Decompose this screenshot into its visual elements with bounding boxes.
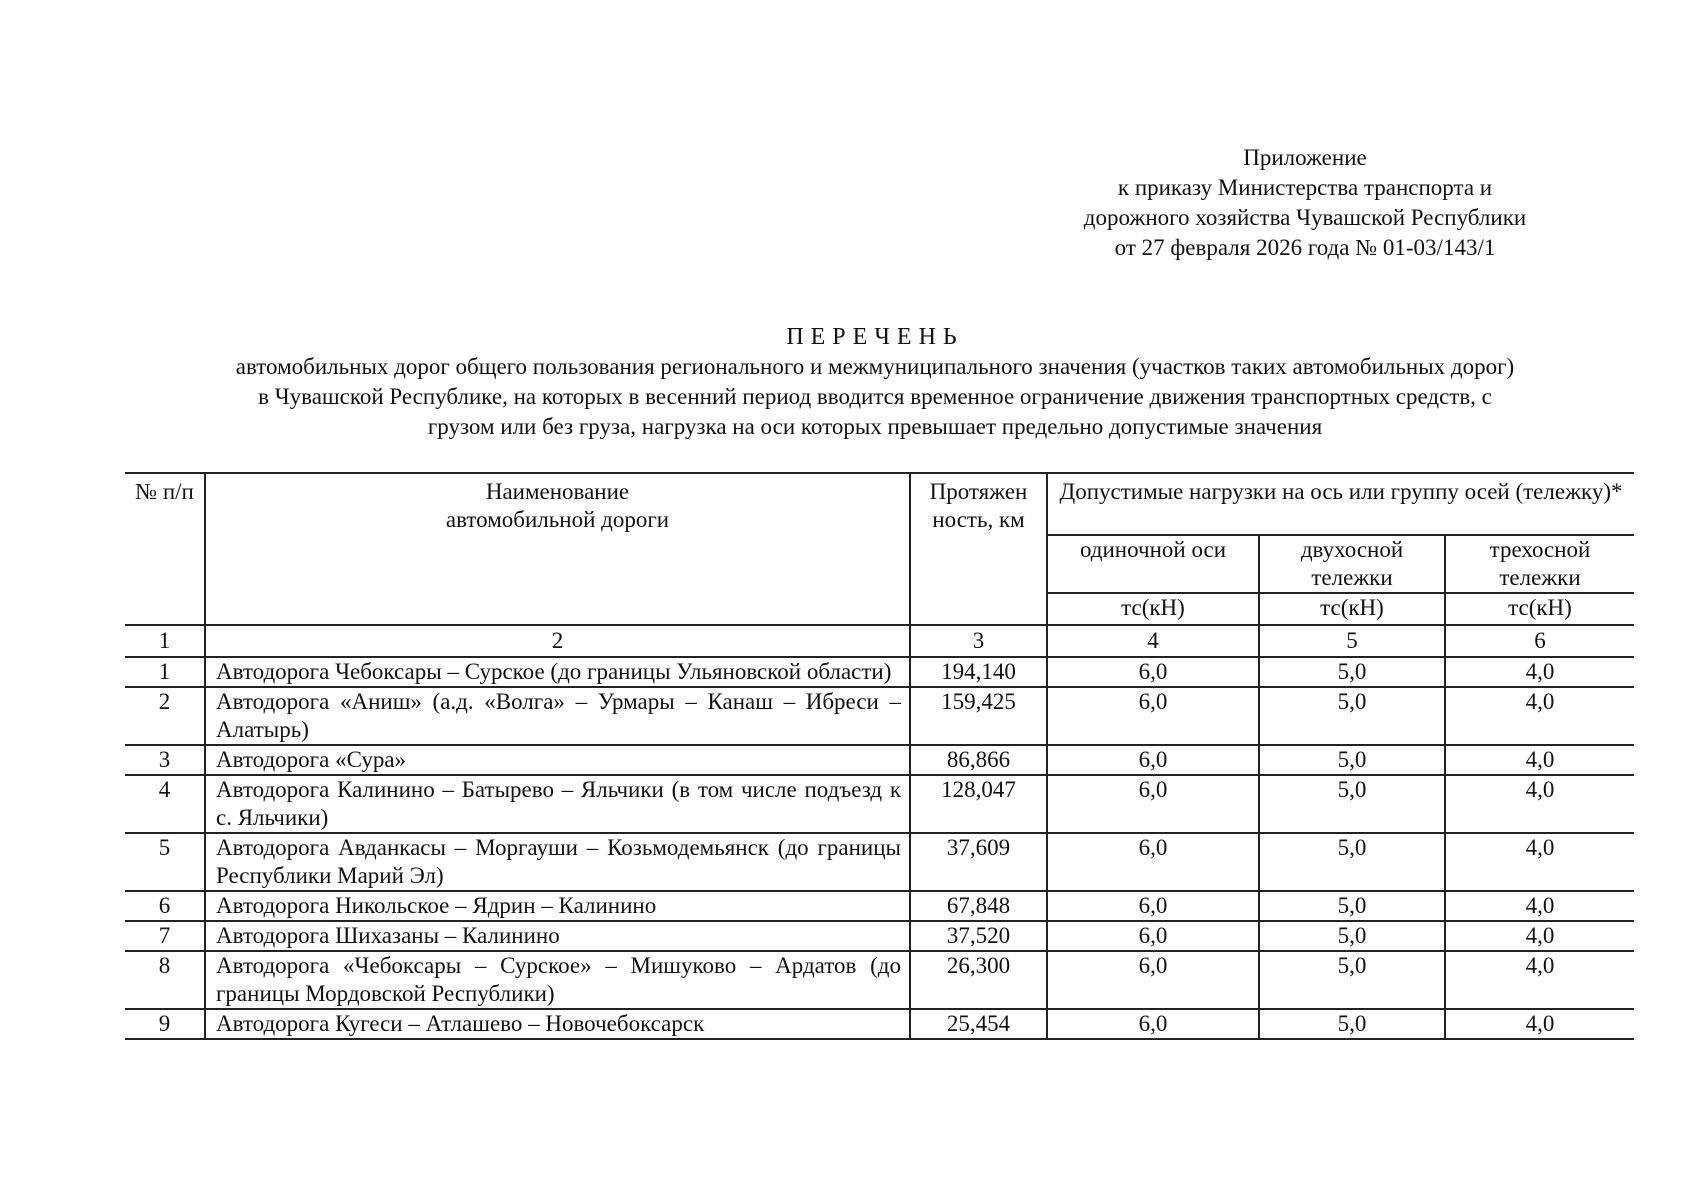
header-unit-triple: тс(кН) [1445, 593, 1634, 625]
header-length [910, 473, 1047, 625]
row-num: 9 [125, 1009, 205, 1039]
row-num: 3 [125, 745, 205, 775]
header-length-line-2: ность, км [932, 507, 1025, 532]
header-name-line-1: Наименование [485, 479, 630, 504]
load-double: 5,0 [1259, 657, 1445, 687]
load-double: 5,0 [1259, 775, 1445, 833]
load-single: 6,0 [1047, 745, 1259, 775]
load-triple: 4,0 [1445, 951, 1634, 1009]
road-length: 86,866 [910, 745, 1047, 775]
load-single: 6,0 [1047, 921, 1259, 951]
table-row [125, 891, 1634, 921]
road-length: 25,454 [910, 1009, 1047, 1039]
load-triple: 4,0 [1445, 921, 1634, 951]
table-row [125, 775, 1634, 833]
index-cell: 5 [1259, 625, 1445, 657]
load-single: 6,0 [1047, 891, 1259, 921]
index-cell: 6 [1445, 625, 1634, 657]
road-name: Автодорога «Чебоксары – Сурское» – Мишуково – Ардатов (до границы Мордовской Республики) [205, 951, 910, 1009]
title-line-2: в Чувашской Республике, на которых в весенний период вводится временное ограничение движения транспортных средств, с [258, 384, 1492, 409]
road-length: 194,140 [910, 657, 1047, 687]
road-length: 128,047 [910, 775, 1047, 833]
table-row [125, 951, 1634, 1009]
load-triple: 4,0 [1445, 775, 1634, 833]
load-double: 5,0 [1259, 745, 1445, 775]
appendix-line-2: к приказу Министерства транспорта и [1117, 175, 1493, 200]
row-num: 2 [125, 687, 205, 745]
row-num: 8 [125, 951, 205, 1009]
road-name: Автодорога Шихазаны – Калинино [205, 921, 910, 951]
header-unit-single: тс(кН) [1047, 593, 1259, 625]
index-cell: 4 [1047, 625, 1259, 657]
road-name: Автодорога Кугеси – Атлашево – Новочебоксарск [205, 1009, 910, 1039]
header-triple: трехосной тележки [1445, 535, 1634, 593]
header-name-line-2: автомобильной дороги [445, 507, 670, 532]
table-row [125, 745, 1634, 775]
title-line-1: автомобильных дорог общего пользования регионального и межмуниципального значения (участков таких автомобильных дорог) [235, 354, 1515, 379]
road-length: 26,300 [910, 951, 1047, 1009]
table-row [125, 687, 1634, 745]
load-double: 5,0 [1259, 833, 1445, 891]
load-triple: 4,0 [1445, 657, 1634, 687]
load-double: 5,0 [1259, 687, 1445, 745]
header-double: двухосной тележки [1259, 535, 1445, 593]
row-num: 4 [125, 775, 205, 833]
table-row [125, 833, 1634, 891]
index-cell: 3 [910, 625, 1047, 657]
load-single: 6,0 [1047, 833, 1259, 891]
road-length: 67,848 [910, 891, 1047, 921]
header-unit-double: тс(кН) [1259, 593, 1445, 625]
header-single: одиночной оси [1047, 535, 1259, 593]
road-length: 159,425 [910, 687, 1047, 745]
title-line-3: грузом или без груза, нагрузка на оси которых превышает предельно допустимые значения [427, 414, 1323, 439]
index-cell: 2 [205, 625, 910, 657]
row-num: 6 [125, 891, 205, 921]
road-name: Автодорога Чебоксары – Сурское (до границы Ульяновской области) [205, 657, 910, 687]
load-double: 5,0 [1259, 1009, 1445, 1039]
header-num-label: № п/п [135, 479, 194, 504]
table-row [125, 657, 1634, 687]
table-row [125, 921, 1634, 951]
appendix-header [1040, 143, 1570, 263]
row-num: 1 [125, 657, 205, 687]
road-name: Автодорога Калинино – Батырево – Яльчики (в том числе подъезд к с. Яльчики) [205, 775, 910, 833]
index-cell: 1 [125, 625, 205, 657]
road-name: Автодорога «Сура» [205, 745, 910, 775]
load-single: 6,0 [1047, 951, 1259, 1009]
road-length: 37,520 [910, 921, 1047, 951]
load-triple: 4,0 [1445, 687, 1634, 745]
header-name [205, 473, 910, 625]
appendix-line-4: от 27 февраля 2026 года № 01-03/143/1 [1114, 235, 1496, 260]
document-title [125, 322, 1625, 442]
header-length-line-1: Протяжен [929, 479, 1028, 504]
column-index-row [125, 625, 1634, 657]
row-num: 5 [125, 833, 205, 891]
load-double: 5,0 [1259, 891, 1445, 921]
roads-table [125, 472, 1634, 1040]
table-row [125, 1009, 1634, 1039]
header-loads: Допустимые нагрузки на ось или группу осей (тележку)* [1047, 473, 1634, 535]
road-name: Автодорога «Аниш» (а.д. «Волга» – Урмары – Канаш – Ибреси – Алатырь) [205, 687, 910, 745]
header-num [125, 473, 205, 625]
appendix-line-1: Приложение [1243, 145, 1367, 170]
load-triple: 4,0 [1445, 745, 1634, 775]
load-single: 6,0 [1047, 657, 1259, 687]
load-single: 6,0 [1047, 1009, 1259, 1039]
load-single: 6,0 [1047, 687, 1259, 745]
road-name: Автодорога Никольское – Ядрин – Калинино [205, 891, 910, 921]
load-single: 6,0 [1047, 775, 1259, 833]
load-double: 5,0 [1259, 951, 1445, 1009]
load-triple: 4,0 [1445, 1009, 1634, 1039]
appendix-line-3: дорожного хозяйства Чувашской Республики [1083, 205, 1527, 230]
road-length: 37,609 [910, 833, 1047, 891]
row-num: 7 [125, 921, 205, 951]
load-double: 5,0 [1259, 921, 1445, 951]
load-triple: 4,0 [1445, 891, 1634, 921]
title-main: ПЕРЕЧЕНЬ [786, 324, 964, 350]
load-triple: 4,0 [1445, 833, 1634, 891]
road-name: Автодорога Авданкасы – Моргауши – Козьмодемьянск (до границы Республики Марий Эл) [205, 833, 910, 891]
